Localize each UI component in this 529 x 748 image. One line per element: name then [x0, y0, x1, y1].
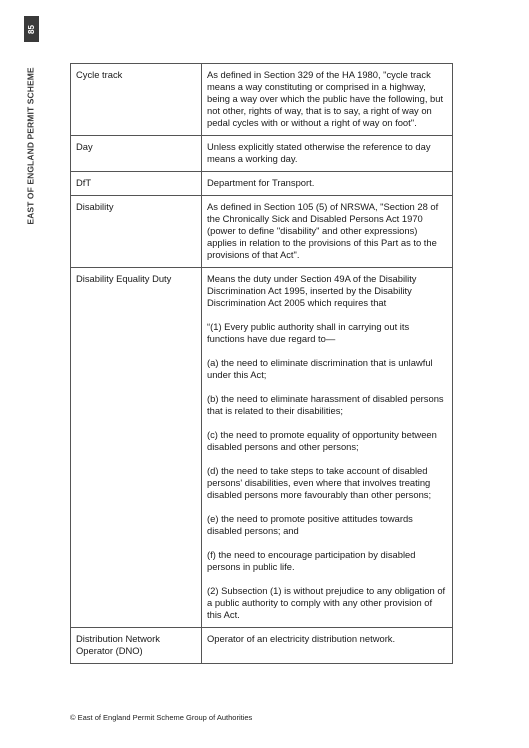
definition-text	[202, 196, 453, 268]
side-title	[19, 67, 43, 225]
table-row	[71, 628, 453, 664]
definition-paragraph: (b) the need to eliminate harassment of disabled persons that is related to their disabilities;	[207, 393, 444, 416]
page-number: 85	[27, 24, 36, 34]
definition-term: Disability	[71, 196, 202, 268]
definition-term: Cycle track	[71, 64, 202, 136]
definition-paragraph: As defined in Section 105 (5) of NRSWA, "Section 28 of the Chronically Sick and Disabled Persons Act 1970 (power to define "disability" and other expressions) applies in relation to the provisions of this Part as to the provisions of that Act".	[207, 201, 439, 260]
definition-paragraph: Means the duty under Section 49A of the Disability Discrimination Act 1995, inserted by the Disability Discrimination Act 2005 which requires that	[207, 273, 417, 308]
definition-term: Day	[71, 136, 202, 172]
definition-paragraph: As defined in Section 329 of the HA 1980, "cycle track means a way constituting or comprised in a highway, being a way over which the public have the following, but not other, rights of way, that is to say, a right of way on pedal cycles with or without a right of way on foot".	[207, 69, 444, 128]
definition-paragraph: (a) the need to eliminate discrimination that is unlawful under this Act;	[207, 357, 433, 380]
definition-paragraph: (e) the need to promote positive attitudes towards disabled persons; and	[207, 513, 413, 536]
definition-term: DfT	[71, 172, 202, 196]
table-row	[71, 268, 453, 628]
definition-paragraph: “(1) Every public authority shall in carrying out its functions have due regard to—	[207, 321, 410, 344]
definition-text	[202, 172, 453, 196]
definition-text	[202, 64, 453, 136]
definitions-table-body	[71, 64, 453, 664]
footer-copyright: © East of England Permit Scheme Group of Authorities	[70, 713, 253, 722]
definition-paragraph: (c) the need to promote equality of opportunity between disabled persons and other persons;	[207, 429, 437, 452]
definition-term: Disability Equality Duty	[71, 268, 202, 628]
table-row	[71, 172, 453, 196]
table-row	[71, 196, 453, 268]
definition-text	[202, 628, 453, 664]
side-title-text: EAST OF ENGLAND PERMIT SCHEME	[26, 67, 37, 225]
definition-text	[202, 268, 453, 628]
definition-paragraph: (f) the need to encourage participation by disabled persons in public life.	[207, 549, 416, 572]
definition-text	[202, 136, 453, 172]
table-row	[71, 64, 453, 136]
definitions-table	[70, 63, 453, 664]
definition-paragraph: Unless explicitly stated otherwise the reference to day means a working day.	[207, 141, 431, 164]
definition-paragraph: (d) the need to take steps to take account of disabled persons' disabilities, even where that involves treating disabled persons more favourably than other persons;	[207, 465, 432, 500]
table-row	[71, 136, 453, 172]
definition-paragraph: Operator of an electricity distribution network.	[207, 633, 396, 644]
page-number-tab	[24, 16, 39, 42]
definition-paragraph: Department for Transport.	[207, 177, 315, 188]
definition-term: Distribution Network Operator (DNO)	[71, 628, 202, 664]
definition-paragraph: (2) Subsection (1) is without prejudice to any obligation of a public authority to comply with any other provision of this Act.	[207, 585, 446, 620]
